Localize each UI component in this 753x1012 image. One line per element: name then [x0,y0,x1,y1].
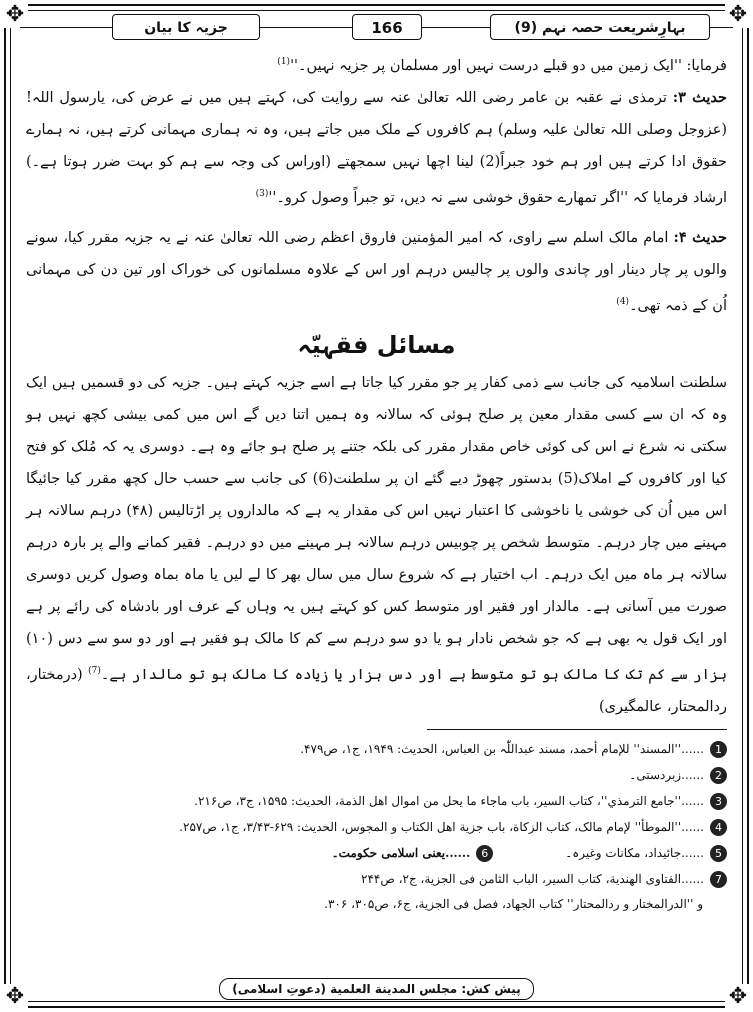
footnote-number: 7 [710,871,727,888]
hadith-paragraph: فرمایا: ''ایک زمین میں دو قبلے درست نہیں اور مسلمان پر جزیہ $نہیں۔''^{(1)}$ [277,57,727,74]
footnote-number: 5 [710,845,727,862]
book-title: بہارِشریعت حصہ نہم (9) [490,14,710,40]
hadith-label: حدیث ۴: [673,228,728,246]
footnote-continuation: و ''الدرالمختار و ردالمحتار'' کتاب الجهاد، فصل فی الجزیة، ج۶، ص۳۰۵، ۳۰۶. [324,897,703,912]
footnote-number: 4 [710,819,727,836]
header-divider [20,27,112,28]
page-footer [0,978,753,1000]
publisher-credit: پیش کش: مجلس المدینة العلمیة (دعوتِ اسلامی) [219,978,533,1000]
footnote: 2 ......زبردستی۔ [26,762,727,788]
footnote-number: 1 [710,741,727,758]
footnote: 4 ......''الموطأ'' لإمام مالک، کتاب الزکاة، باب جزیة اهل الکتاب و المجوس، الحدیث: ۶۲۹-۳/۴۳، ج۱، ص۲۵۷. [26,814,727,840]
hadith-paragraph: حدیث ۳: ترمذی نے عقبہ بن عامر رضی اللہ تعالیٰ عنہ سے روایت کی، کہتے ہیں میں نے عرض کی، یارسول اللہ! (عزوجل وصلی اللہ تعالیٰ علیہ وسلم) ہم کافروں کے ملک میں جاتے ہیں، وہ نہ ہماری مہمانی کرتے ہیں، نہ ہمارے حقوق ادا کرتے ہیں اور ہم خود جبراً(2) لینا اچھا نہیں سمجھتے (اوراس کی وجہ سے ہم کو بہت ضرر ہوتا ہے۔) ارشاد فرمایا کہ ''اگر تمھارے حقوق خوشی سے نہ دیں، تو جبراً وصول $کرو۔''^{(3)}$ [26,88,728,206]
footnote: 1 ......''المسند'' للإمام أحمد، مسند عبداللّٰہ بن العباس، الحدیث: ۱۹۴۹، ج۱، ص۴۷۹. [26,736,727,762]
publisher-name: مجلس المدینة العلمیة [330,982,458,996]
footnote-number: 2 [710,767,727,784]
hadith-paragraph: حدیث ۴: امام مالک اسلم سے راوی، کہ امیر المؤمنین فاروق اعظم رضی اللہ تعالیٰ عنہ نے یہ جزیہ مقرر کیا، سونے والوں پر چار دینار اور چاندی والوں پر چالیس درہم اور اس کے علاوہ مسلمانوں کی خوراک اور تین دن کی مہمانی اُن کے ذمہ تھی۔$^{(4)}$ [26,228,728,314]
body-source: (درمختار، ردالمحتار، عالمگیری) [26,667,727,716]
page-number: 166 [352,14,422,40]
corner-ornament-icon: ✥ [725,2,751,28]
header-divider [710,27,733,28]
section-heading: مسائل فقہیّہ [297,331,456,360]
footnote-number: 6 [476,845,493,862]
chapter-title: جزیہ کا بیان [112,14,260,40]
corner-ornament-icon: ✥ [2,984,28,1010]
footnote-number: 3 [710,793,727,810]
header-divider [422,27,490,28]
corner-ornament-icon: ✥ [2,2,28,28]
publisher-subtitle: (دعوتِ اسلامی) [232,982,326,996]
footnote: 7 ......الفتاوی الهندیة، کتاب السیر، الباب الثامن فی الجزیة، ج۲، ص۲۴۴ [26,866,727,892]
hadith-label: حدیث ۳: [672,88,728,106]
body-paragraph: سلطنت اسلامیہ کی جانب سے ذمی کفار پر جو مقرر کیا جاتا ہے اسے جزیہ کہتے ہیں۔ جزیہ کی دو قسمیں ہیں ایک وہ کہ ان سے کسی مقدار معین پر صلح ہوئی کہ سالانہ وہ ہمیں اتنا دیں گے اس میں کمی بیشی کچھ نہیں ہو سکتی نہ شرع نے اس کی کوئی خاص مقدار مقرر کی بلکہ جتنے پر صلح ہو جائے وہ ہے۔ دوسری یہ کہ مُلک کو فتح کیا اور کافروں کے املاک(5) بدستور چھوڑ دیے گئے ان پر سلطنت(6) کی جانب سے حسب حال کچھ مقرر کیا جائیگا اس میں اُن کی خوشی یا ناخوشی کا اعتبار نہیں اس کی مقدار یہ ہے کہ مالداروں پر اڑتالیس (۴۸) درہم سالانہ ہر مہینے میں چار درہم۔ متوسط شخص پر چوبیس درہم سالانہ ہر مہینے میں دو درہم۔ فقیر کمانے والے پر بارہ درہم سالانہ ہر ماہ میں ایک درہم۔ اب اختیار ہے کہ شروع سال میں سال بھر کا لے لیں یا ماہ بماہ وصول کریں دوسری صورت میں آسانی ہے۔ مالدار اور فقیر اور متوسط کس کو کہتے ہیں یہ وہاں کے عرف اور بادشاہ کی رائے پر ہے اور ایک قول یہ بھی ہے کہ جو شخص نادار ہو یا دو سو درہم سے کم کا مالک ہو فقیر ہے اور دو سو سے دس (۱۰) ہزار سے کم تک کا مالک ہو تو متوسط ہے اور دس ہزار یا زیادہ کا مالک ہو تو مالدار ہے۔$^{(7)}$ (درمختار، ردالمحتار، عالمگیری) [26,375,728,716]
page-content [26,46,727,916]
page-header [20,14,733,42]
footnote: 5 ......جائیداد، مکانات وغیرہ۔ 6 ......یعنی اسلامی حکومت۔ [26,840,727,866]
footnote-divider [427,729,727,730]
corner-ornament-icon: ✥ [725,984,751,1010]
footnote: 3 ......''جامع الترمذي''، کتاب السیر، باب ماجاء ما یحل من اموال اهل الذمة، الحدیث: ۱۵۹۵، ج۳، ص۲۱۶. [26,788,727,814]
header-divider [260,27,352,28]
